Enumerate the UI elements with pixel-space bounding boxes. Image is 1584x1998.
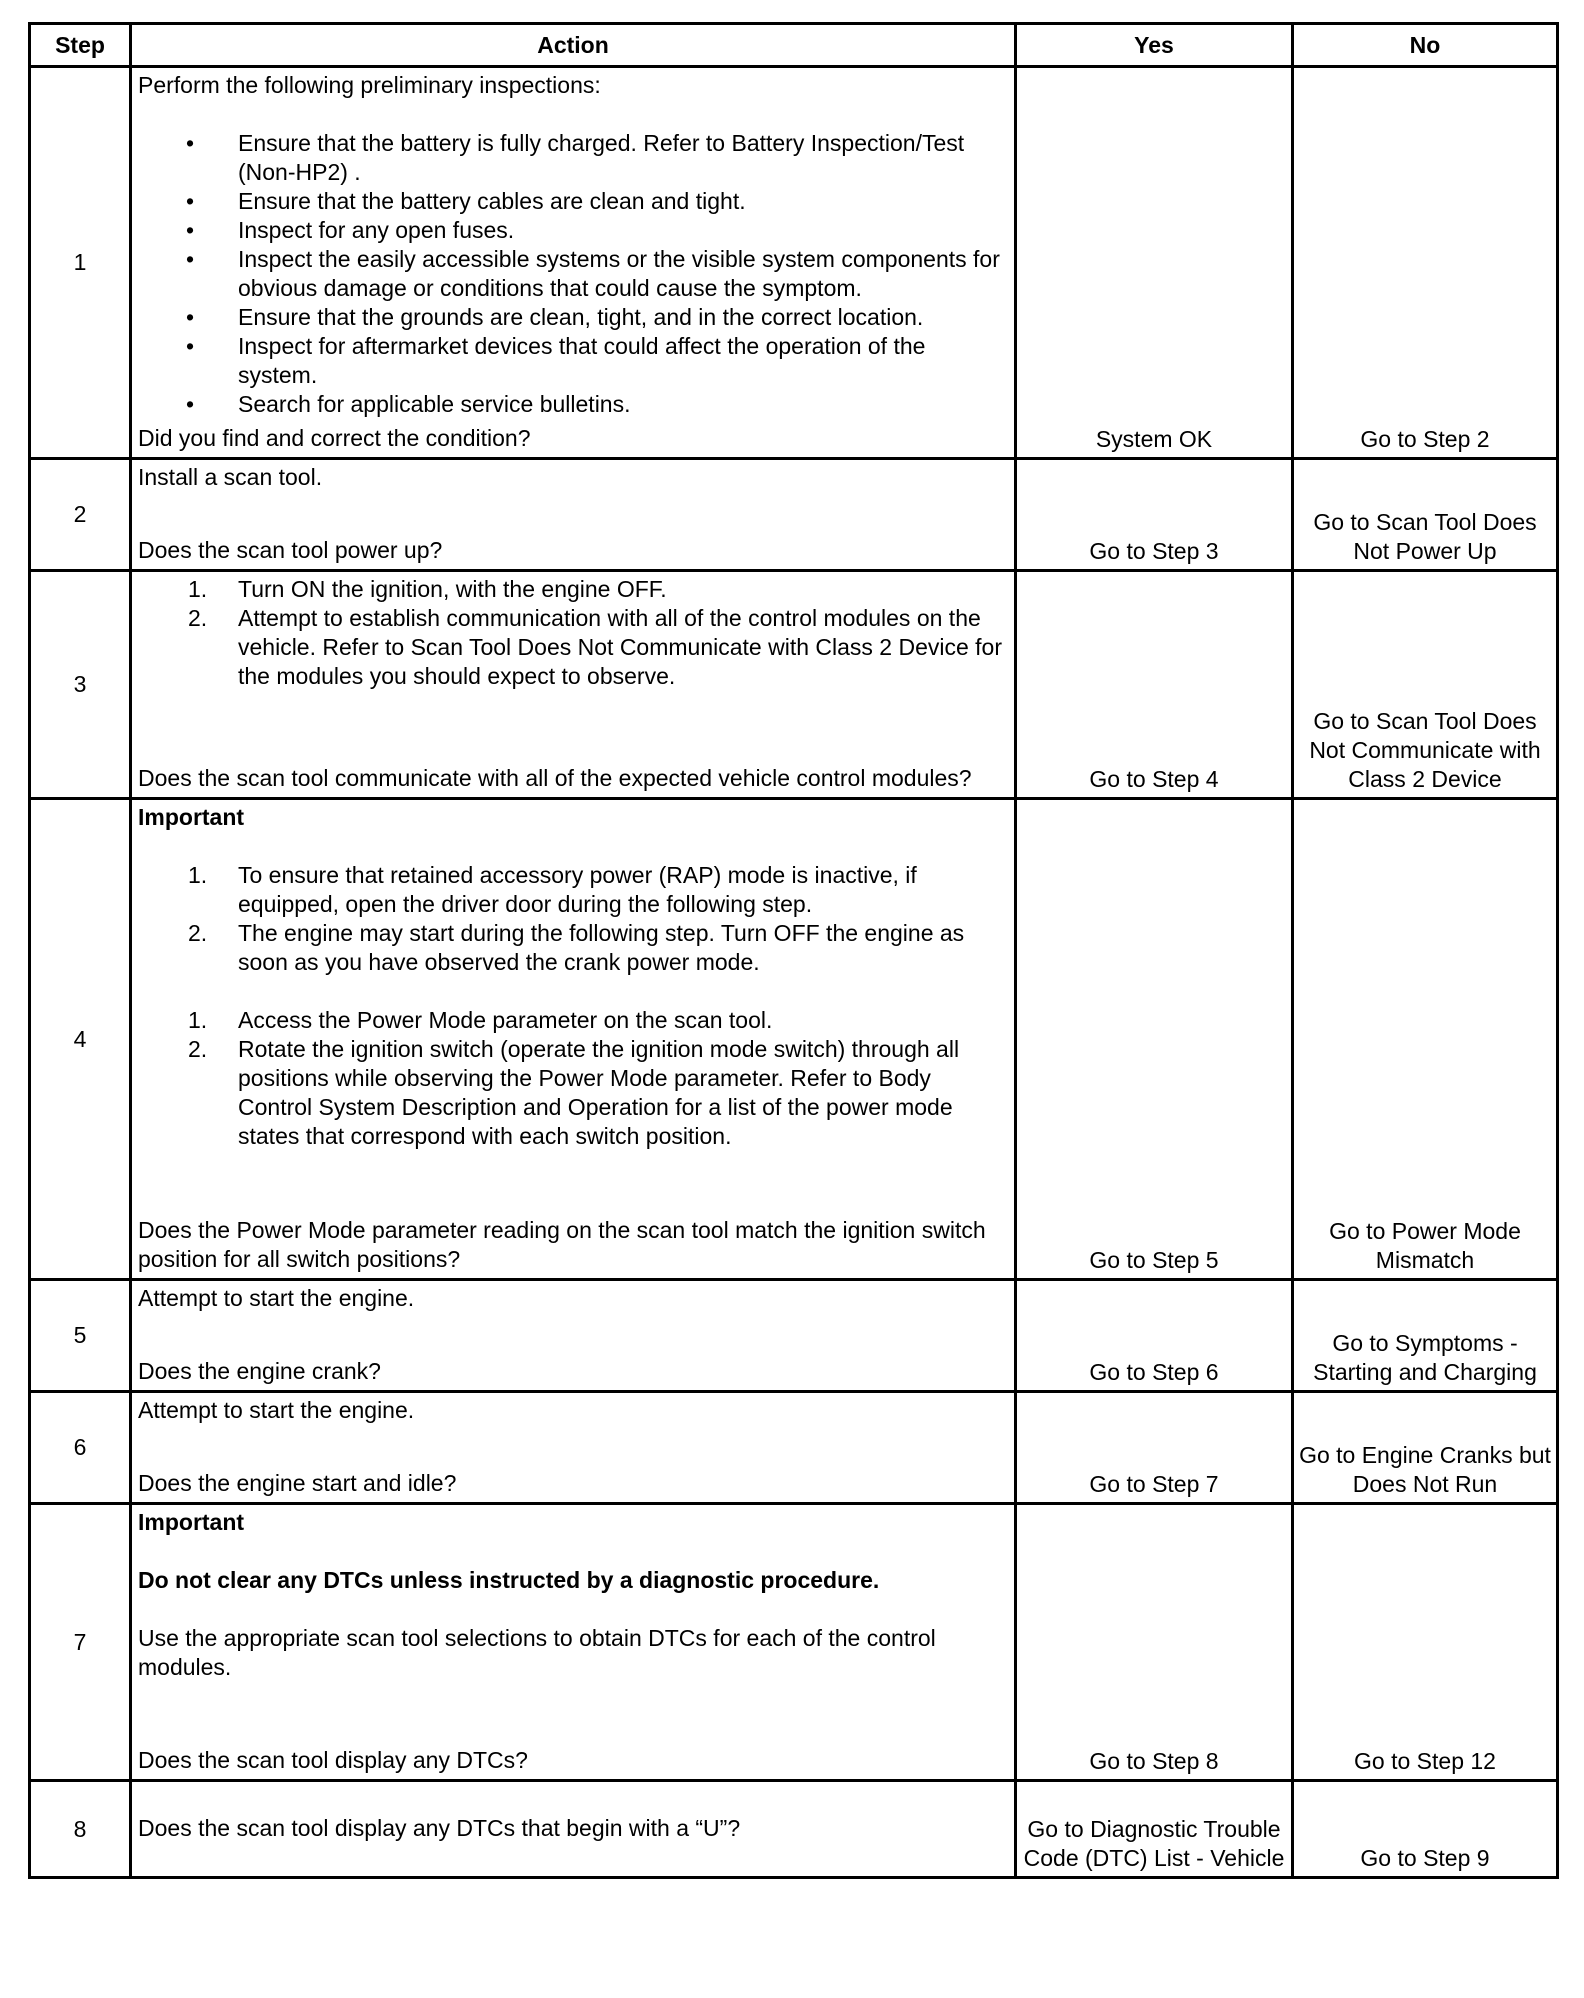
action-cell: [131, 571, 1016, 799]
list-item: [138, 1035, 1008, 1151]
list-item: • Ensure that the battery cables are clean and tight.: [138, 187, 1008, 216]
list-item: [138, 919, 1008, 977]
step-number: 4: [30, 799, 131, 1280]
table-row: [30, 1392, 1558, 1504]
action-question: Does the engine start and idle?: [138, 1470, 457, 1496]
numbered-list: [138, 1006, 1008, 1151]
table-row: [30, 459, 1558, 571]
yes-result: Go to Diagnostic Trouble Code (DTC) List - Vehicle: [1016, 1781, 1293, 1878]
yes-result: Go to Step 4: [1016, 571, 1293, 799]
step-number: 7: [30, 1504, 131, 1781]
no-result: Go to Scan Tool Does Not Power Up: [1293, 459, 1558, 571]
list-item: • Inspect the easily accessible systems or the visible system components for obvious damage or conditions that could cause the symptom.: [138, 245, 1008, 303]
list-item: [138, 604, 1008, 691]
yes-result: Go to Step 8: [1016, 1504, 1293, 1781]
item-number: 2.: [188, 920, 208, 946]
list-item: • Inspect for any open fuses.: [138, 216, 1008, 245]
list-item: • Search for applicable service bulletins.: [138, 390, 1008, 419]
diagnostic-table: [28, 22, 1559, 1879]
action-intro: Perform the following preliminary inspections:: [138, 72, 601, 98]
action-question: Did you find and correct the condition?: [138, 425, 531, 451]
no-result: Go to Scan Tool Does Not Communicate with Class 2 Device: [1293, 571, 1558, 799]
step-number: 5: [30, 1280, 131, 1392]
yes-result: Go to Step 6: [1016, 1280, 1293, 1392]
item-number: 2.: [188, 1036, 208, 1062]
action-question: Does the scan tool power up?: [138, 537, 443, 563]
item-text: Attempt to establish communication with all of the control modules on the vehicle. Refer to Scan Tool Does Not Communicate with Class 2 Device for the modules you should expect to observe.: [238, 605, 1003, 689]
table-row: [30, 1280, 1558, 1392]
step-number: 2: [30, 459, 131, 571]
table-row: [30, 1504, 1558, 1781]
yes-result: System OK: [1016, 67, 1293, 459]
action-cell: [131, 67, 1016, 459]
item-number: 1.: [188, 1007, 208, 1033]
action-question: Does the Power Mode parameter reading on the scan tool match the ignition switch position for all switch positions?: [138, 1217, 986, 1272]
step-number: 8: [30, 1781, 131, 1878]
list-item: [138, 1006, 1008, 1035]
no-result: Go to Step 9: [1293, 1781, 1558, 1878]
action-cell: [131, 459, 1016, 571]
action-body: Use the appropriate scan tool selections to obtain DTCs for each of the control modules.: [138, 1625, 936, 1680]
action-cell: [131, 1781, 1016, 1878]
item-text: Turn ON the ignition, with the engine OFF.: [238, 576, 667, 602]
important-list: [138, 861, 1008, 977]
step-number: 6: [30, 1392, 131, 1504]
action-question: Does the scan tool display any DTCs that begin with a “U”?: [138, 1815, 741, 1841]
warning-text: Do not clear any DTCs unless instructed by a diagnostic procedure.: [138, 1567, 880, 1593]
table-row: [30, 1781, 1558, 1878]
list-item: [138, 861, 1008, 919]
header-action: Action: [131, 24, 1016, 67]
item-text: Access the Power Mode parameter on the scan tool.: [238, 1007, 773, 1033]
yes-result: Go to Step 5: [1016, 799, 1293, 1280]
action-cell: [131, 1280, 1016, 1392]
important-heading: Important: [138, 804, 245, 830]
action-cell: [131, 1392, 1016, 1504]
header-row: [30, 24, 1558, 67]
table-row: [30, 799, 1558, 1280]
no-result: Go to Engine Cranks but Does Not Run: [1293, 1392, 1558, 1504]
header-step: Step: [30, 24, 131, 67]
yes-result: Go to Step 7: [1016, 1392, 1293, 1504]
action-question: Does the engine crank?: [138, 1358, 381, 1384]
step-number: 1: [30, 67, 131, 459]
numbered-list: [138, 575, 1008, 691]
item-text: To ensure that retained accessory power (RAP) mode is inactive, if equipped, open the driver door during the following step.: [238, 862, 917, 917]
list-item: [138, 575, 1008, 604]
table-row: [30, 67, 1558, 459]
action-intro: Attempt to start the engine.: [138, 1397, 415, 1423]
step-number: 3: [30, 571, 131, 799]
inspection-list: [138, 129, 1008, 419]
action-intro: Install a scan tool.: [138, 464, 323, 490]
no-result: Go to Step 12: [1293, 1504, 1558, 1781]
no-result: Go to Symptoms - Starting and Charging: [1293, 1280, 1558, 1392]
header-yes: Yes: [1016, 24, 1293, 67]
item-number: 1.: [188, 862, 208, 888]
action-question: Does the scan tool display any DTCs?: [138, 1747, 528, 1773]
list-item: • Ensure that the battery is fully charged. Refer to Battery Inspection/Test (Non-HP2) .: [138, 129, 1008, 187]
action-cell: [131, 799, 1016, 1280]
action-intro: Attempt to start the engine.: [138, 1285, 415, 1311]
yes-result: Go to Step 3: [1016, 459, 1293, 571]
table-row: [30, 571, 1558, 799]
item-text: Rotate the ignition switch (operate the ignition mode switch) through all positions while observing the Power Mode parameter. Refer to Body Control System Description and Operation for a list of the power mode states that correspond with each switch position.: [238, 1036, 960, 1149]
important-heading: Important: [138, 1509, 245, 1535]
no-result: Go to Step 2: [1293, 67, 1558, 459]
action-cell: [131, 1504, 1016, 1781]
item-text: The engine may start during the following step. Turn OFF the engine as soon as you have observed the crank power mode.: [238, 920, 965, 975]
list-item: • Inspect for aftermarket devices that could affect the operation of the system.: [138, 332, 1008, 390]
header-no: No: [1293, 24, 1558, 67]
item-number: 1.: [188, 576, 208, 602]
item-number: 2.: [188, 605, 208, 631]
no-result: Go to Power Mode Mismatch: [1293, 799, 1558, 1280]
action-question: Does the scan tool communicate with all of the expected vehicle control modules?: [138, 765, 972, 791]
list-item: • Ensure that the grounds are clean, tight, and in the correct location.: [138, 303, 1008, 332]
